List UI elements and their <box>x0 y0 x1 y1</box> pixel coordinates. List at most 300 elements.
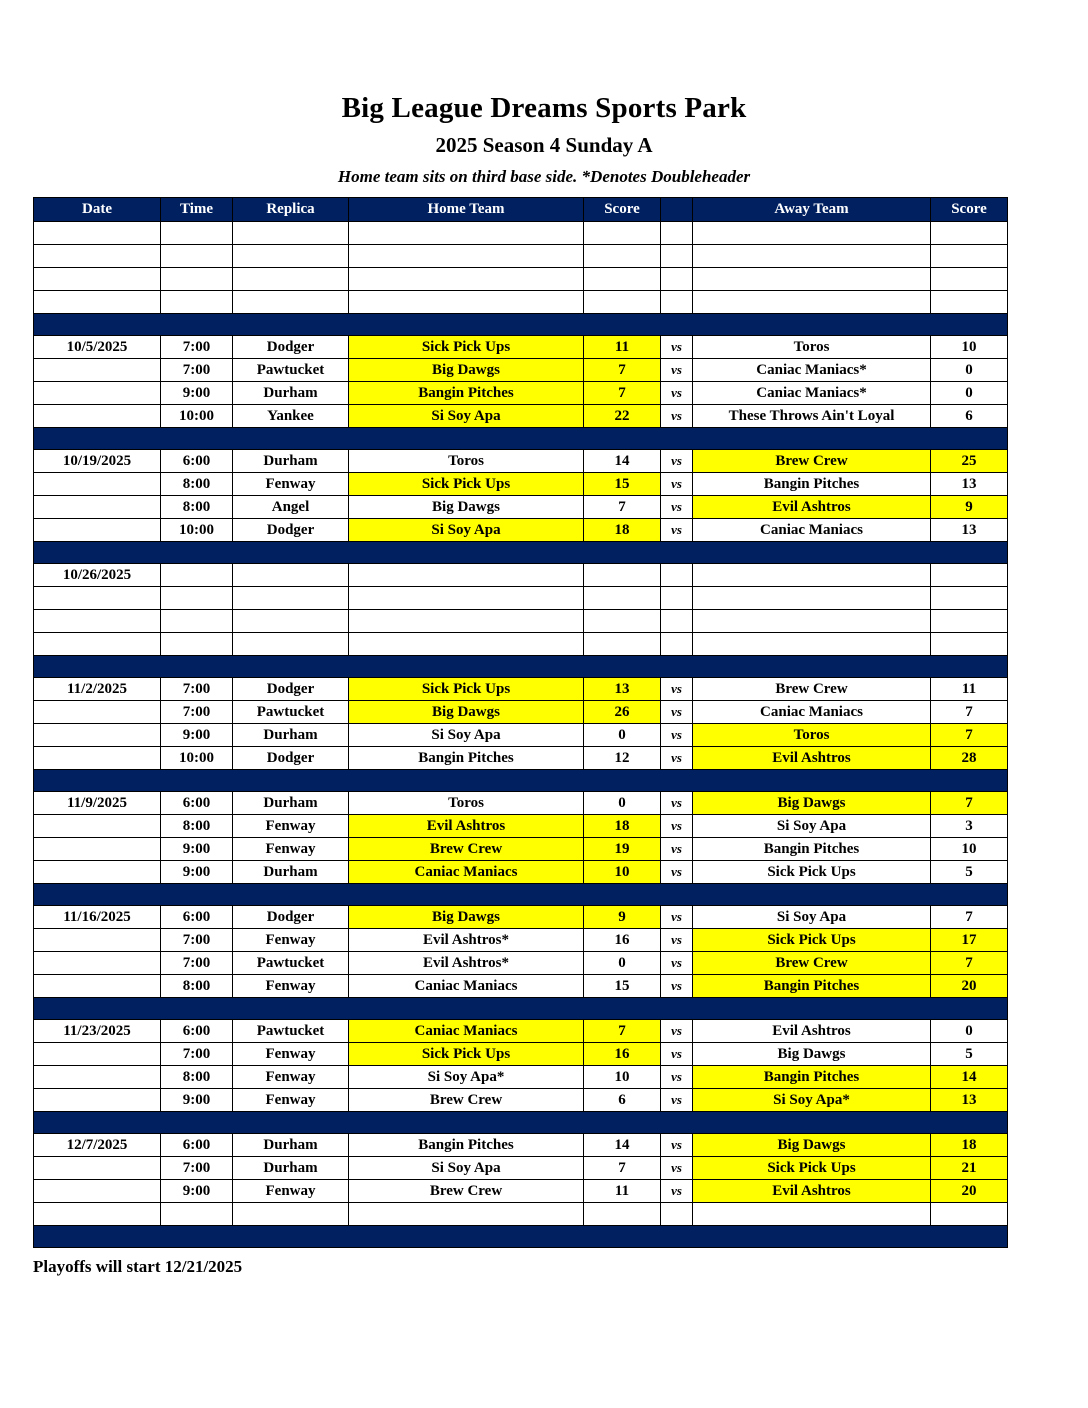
time-cell: 8:00 <box>161 496 233 519</box>
col-header-date: Date <box>34 198 161 222</box>
vs-cell <box>661 268 693 291</box>
home-team-cell: Brew Crew <box>349 838 584 861</box>
vs-cell: vs <box>661 747 693 770</box>
home-score-cell: 14 <box>584 1134 661 1157</box>
away-score-cell <box>931 1203 1008 1226</box>
vs-cell <box>661 245 693 268</box>
home-score-cell: 0 <box>584 952 661 975</box>
home-score-cell <box>584 291 661 314</box>
game-row <box>34 405 1008 428</box>
col-header-replica: Replica <box>233 198 349 222</box>
home-score-cell: 7 <box>584 496 661 519</box>
vs-cell: vs <box>661 815 693 838</box>
replica-cell: Fenway <box>233 1180 349 1203</box>
separator-cell <box>34 1226 1008 1248</box>
home-score-cell: 19 <box>584 838 661 861</box>
away-score-cell <box>931 222 1008 245</box>
date-cell <box>34 838 161 861</box>
home-team-cell <box>349 587 584 610</box>
away-team-cell: Brew Crew <box>693 678 931 701</box>
away-team-cell: Caniac Maniacs <box>693 701 931 724</box>
vs-cell: vs <box>661 336 693 359</box>
game-row <box>34 1134 1008 1157</box>
replica-cell <box>233 587 349 610</box>
home-score-cell: 16 <box>584 929 661 952</box>
vs-cell: vs <box>661 359 693 382</box>
home-score-cell: 6 <box>584 1089 661 1112</box>
vs-cell: vs <box>661 929 693 952</box>
home-score-cell: 7 <box>584 359 661 382</box>
time-cell: 8:00 <box>161 975 233 998</box>
date-cell: 10/19/2025 <box>34 450 161 473</box>
home-score-cell: 26 <box>584 701 661 724</box>
separator-cell <box>34 998 1008 1020</box>
game-row <box>34 1066 1008 1089</box>
away-team-cell: Toros <box>693 336 931 359</box>
col-header-away-score: Score <box>931 198 1008 222</box>
home-team-cell <box>349 291 584 314</box>
time-cell: 6:00 <box>161 1134 233 1157</box>
home-score-cell: 16 <box>584 1043 661 1066</box>
vs-cell: vs <box>661 1043 693 1066</box>
away-team-cell: Big Dawgs <box>693 1134 931 1157</box>
game-row <box>34 450 1008 473</box>
vs-cell: vs <box>661 1157 693 1180</box>
home-score-cell: 14 <box>584 450 661 473</box>
home-score-cell <box>584 564 661 587</box>
replica-cell: Fenway <box>233 929 349 952</box>
game-row <box>34 336 1008 359</box>
home-team-cell <box>349 268 584 291</box>
away-score-cell: 6 <box>931 405 1008 428</box>
away-score-cell: 13 <box>931 473 1008 496</box>
replica-cell <box>233 245 349 268</box>
home-score-cell: 22 <box>584 405 661 428</box>
header-row <box>34 198 1008 222</box>
blank-row <box>34 587 1008 610</box>
separator-row <box>34 428 1008 450</box>
replica-cell: Fenway <box>233 815 349 838</box>
home-score-cell: 9 <box>584 906 661 929</box>
away-team-cell: Brew Crew <box>693 450 931 473</box>
away-score-cell <box>931 587 1008 610</box>
replica-cell: Durham <box>233 1134 349 1157</box>
vs-cell: vs <box>661 724 693 747</box>
blank-row <box>34 1203 1008 1226</box>
date-cell <box>34 975 161 998</box>
home-team-cell <box>349 564 584 587</box>
home-team-cell: Evil Ashtros* <box>349 952 584 975</box>
home-team-cell <box>349 610 584 633</box>
home-team-cell: Bangin Pitches <box>349 747 584 770</box>
col-header-time: Time <box>161 198 233 222</box>
away-score-cell: 13 <box>931 519 1008 542</box>
time-cell: 7:00 <box>161 1043 233 1066</box>
home-team-cell <box>349 245 584 268</box>
time-cell: 7:00 <box>161 678 233 701</box>
vs-cell: vs <box>661 838 693 861</box>
date-cell <box>34 359 161 382</box>
time-cell: 7:00 <box>161 359 233 382</box>
away-score-cell: 7 <box>931 724 1008 747</box>
blank-row <box>34 222 1008 245</box>
home-score-cell <box>584 222 661 245</box>
away-team-cell <box>693 222 931 245</box>
home-team-cell <box>349 1203 584 1226</box>
game-row <box>34 1180 1008 1203</box>
replica-cell: Pawtucket <box>233 952 349 975</box>
separator-row <box>34 770 1008 792</box>
replica-cell: Durham <box>233 382 349 405</box>
home-score-cell <box>584 1203 661 1226</box>
replica-cell: Fenway <box>233 1089 349 1112</box>
replica-cell: Durham <box>233 724 349 747</box>
date-cell <box>34 496 161 519</box>
home-score-cell: 7 <box>584 1020 661 1043</box>
home-team-cell: Si Soy Apa <box>349 405 584 428</box>
date-cell <box>34 1089 161 1112</box>
schedule-table <box>33 197 1008 1248</box>
replica-cell: Dodger <box>233 336 349 359</box>
game-row <box>34 701 1008 724</box>
away-team-cell: Big Dawgs <box>693 792 931 815</box>
away-team-cell: Sick Pick Ups <box>693 929 931 952</box>
away-team-cell <box>693 291 931 314</box>
replica-cell <box>233 222 349 245</box>
date-cell: 11/2/2025 <box>34 678 161 701</box>
vs-cell: vs <box>661 861 693 884</box>
separator-cell <box>34 884 1008 906</box>
away-score-cell <box>931 633 1008 656</box>
home-team-cell <box>349 222 584 245</box>
home-score-cell <box>584 610 661 633</box>
away-score-cell: 0 <box>931 1020 1008 1043</box>
replica-cell: Fenway <box>233 473 349 496</box>
date-cell <box>34 291 161 314</box>
home-score-cell: 15 <box>584 975 661 998</box>
game-row <box>34 815 1008 838</box>
home-score-cell: 12 <box>584 747 661 770</box>
home-score-cell <box>584 245 661 268</box>
away-team-cell: Si Soy Apa <box>693 906 931 929</box>
away-team-cell: Big Dawgs <box>693 1043 931 1066</box>
separator-cell <box>34 656 1008 678</box>
time-cell: 9:00 <box>161 724 233 747</box>
date-cell: 11/16/2025 <box>34 906 161 929</box>
replica-cell: Durham <box>233 450 349 473</box>
game-row <box>34 792 1008 815</box>
vs-cell: vs <box>661 450 693 473</box>
vs-cell <box>661 291 693 314</box>
date-cell <box>34 929 161 952</box>
vs-cell: vs <box>661 952 693 975</box>
replica-cell <box>233 564 349 587</box>
away-team-cell: Toros <box>693 724 931 747</box>
home-score-cell: 0 <box>584 724 661 747</box>
replica-cell: Pawtucket <box>233 359 349 382</box>
away-team-cell: Evil Ashtros <box>693 1180 931 1203</box>
time-cell <box>161 587 233 610</box>
vs-cell <box>661 564 693 587</box>
game-row <box>34 724 1008 747</box>
away-score-cell: 7 <box>931 906 1008 929</box>
separator-row <box>34 998 1008 1020</box>
replica-cell: Dodger <box>233 678 349 701</box>
home-score-cell <box>584 268 661 291</box>
home-team-cell: Si Soy Apa* <box>349 1066 584 1089</box>
date-cell <box>34 268 161 291</box>
away-team-cell: Evil Ashtros <box>693 496 931 519</box>
page-subtitle: 2025 Season 4 Sunday A <box>435 133 653 157</box>
date-cell <box>34 861 161 884</box>
playoffs-note: Playoffs will start 12/21/2025 <box>33 1257 243 1276</box>
replica-cell: Dodger <box>233 906 349 929</box>
away-team-cell: Si Soy Apa* <box>693 1089 931 1112</box>
home-score-cell: 10 <box>584 1066 661 1089</box>
vs-cell: vs <box>661 382 693 405</box>
time-cell: 7:00 <box>161 336 233 359</box>
home-team-cell: Big Dawgs <box>349 906 584 929</box>
away-score-cell: 3 <box>931 815 1008 838</box>
home-score-cell: 7 <box>584 382 661 405</box>
vs-cell: vs <box>661 678 693 701</box>
vs-cell: vs <box>661 496 693 519</box>
away-team-cell: Caniac Maniacs* <box>693 382 931 405</box>
col-header-home-team: Home Team <box>349 198 584 222</box>
replica-cell <box>233 610 349 633</box>
vs-cell: vs <box>661 405 693 428</box>
separator-row <box>34 884 1008 906</box>
away-team-cell: Bangin Pitches <box>693 838 931 861</box>
away-team-cell <box>693 245 931 268</box>
date-cell <box>34 724 161 747</box>
away-team-cell: Brew Crew <box>693 952 931 975</box>
time-cell: 10:00 <box>161 747 233 770</box>
home-team-note: Home team sits on third base side. *Denotes Doubleheader <box>337 167 751 186</box>
date-cell <box>34 1180 161 1203</box>
separator-cell <box>34 770 1008 792</box>
away-team-cell: Evil Ashtros <box>693 747 931 770</box>
vs-cell: vs <box>661 1089 693 1112</box>
away-team-cell: Bangin Pitches <box>693 975 931 998</box>
time-cell: 8:00 <box>161 815 233 838</box>
vs-cell: vs <box>661 1020 693 1043</box>
date-cell: 11/23/2025 <box>34 1020 161 1043</box>
date-cell <box>34 473 161 496</box>
time-cell: 10:00 <box>161 405 233 428</box>
away-team-cell: Si Soy Apa <box>693 815 931 838</box>
away-team-cell <box>693 587 931 610</box>
date-cell <box>34 1157 161 1180</box>
date-cell <box>34 222 161 245</box>
away-score-cell: 5 <box>931 861 1008 884</box>
home-score-cell: 15 <box>584 473 661 496</box>
vs-cell <box>661 587 693 610</box>
separator-cell <box>34 542 1008 564</box>
time-cell <box>161 268 233 291</box>
separator-cell <box>34 314 1008 336</box>
date-cell <box>34 610 161 633</box>
game-row <box>34 929 1008 952</box>
away-score-cell <box>931 268 1008 291</box>
away-score-cell: 7 <box>931 952 1008 975</box>
away-team-cell <box>693 1203 931 1226</box>
separator-row <box>34 656 1008 678</box>
game-row <box>34 747 1008 770</box>
date-cell <box>34 1203 161 1226</box>
date-cell <box>34 245 161 268</box>
home-team-cell: Caniac Maniacs <box>349 861 584 884</box>
home-score-cell: 11 <box>584 336 661 359</box>
home-team-cell: Sick Pick Ups <box>349 678 584 701</box>
away-score-cell: 5 <box>931 1043 1008 1066</box>
vs-cell: vs <box>661 792 693 815</box>
home-team-cell: Caniac Maniacs <box>349 975 584 998</box>
away-score-cell: 10 <box>931 838 1008 861</box>
separator-row <box>34 1112 1008 1134</box>
home-team-cell <box>349 633 584 656</box>
away-team-cell: Sick Pick Ups <box>693 861 931 884</box>
date-cell: 10/26/2025 <box>34 564 161 587</box>
date-cell <box>34 633 161 656</box>
time-cell: 9:00 <box>161 1089 233 1112</box>
replica-cell: Pawtucket <box>233 701 349 724</box>
away-team-cell: Evil Ashtros <box>693 1020 931 1043</box>
away-score-cell: 21 <box>931 1157 1008 1180</box>
time-cell <box>161 610 233 633</box>
home-score-cell <box>584 633 661 656</box>
blank-row <box>34 268 1008 291</box>
time-cell: 6:00 <box>161 450 233 473</box>
blank-row <box>34 633 1008 656</box>
replica-cell <box>233 268 349 291</box>
date-row <box>34 564 1008 587</box>
away-score-cell: 0 <box>931 382 1008 405</box>
home-score-cell: 11 <box>584 1180 661 1203</box>
date-cell <box>34 815 161 838</box>
home-team-cell: Brew Crew <box>349 1089 584 1112</box>
vs-cell: vs <box>661 519 693 542</box>
replica-cell: Fenway <box>233 1043 349 1066</box>
col-header-home-score: Score <box>584 198 661 222</box>
game-row <box>34 1157 1008 1180</box>
home-team-cell: Big Dawgs <box>349 496 584 519</box>
game-row <box>34 1043 1008 1066</box>
away-score-cell: 13 <box>931 1089 1008 1112</box>
vs-cell: vs <box>661 906 693 929</box>
time-cell <box>161 245 233 268</box>
replica-cell: Dodger <box>233 747 349 770</box>
date-cell <box>34 1066 161 1089</box>
vs-cell <box>661 610 693 633</box>
replica-cell: Pawtucket <box>233 1020 349 1043</box>
col-header-vs <box>661 198 693 222</box>
date-cell <box>34 587 161 610</box>
schedule-body <box>34 222 1008 1248</box>
date-cell: 12/7/2025 <box>34 1134 161 1157</box>
replica-cell: Durham <box>233 792 349 815</box>
away-score-cell <box>931 245 1008 268</box>
away-score-cell: 7 <box>931 792 1008 815</box>
away-team-cell: Caniac Maniacs <box>693 519 931 542</box>
game-row <box>34 359 1008 382</box>
away-score-cell: 0 <box>931 359 1008 382</box>
date-cell <box>34 701 161 724</box>
time-cell: 7:00 <box>161 701 233 724</box>
home-score-cell: 10 <box>584 861 661 884</box>
home-team-cell: Bangin Pitches <box>349 1134 584 1157</box>
away-score-cell: 28 <box>931 747 1008 770</box>
time-cell: 9:00 <box>161 861 233 884</box>
time-cell: 10:00 <box>161 519 233 542</box>
home-team-cell: Evil Ashtros <box>349 815 584 838</box>
home-team-cell: Si Soy Apa <box>349 519 584 542</box>
col-header-away-team: Away Team <box>693 198 931 222</box>
vs-cell <box>661 633 693 656</box>
game-row <box>34 1089 1008 1112</box>
time-cell <box>161 222 233 245</box>
away-score-cell: 7 <box>931 701 1008 724</box>
home-team-cell: Brew Crew <box>349 1180 584 1203</box>
time-cell: 6:00 <box>161 906 233 929</box>
blank-row <box>34 245 1008 268</box>
time-cell: 7:00 <box>161 929 233 952</box>
time-cell: 7:00 <box>161 952 233 975</box>
time-cell: 9:00 <box>161 838 233 861</box>
away-team-cell: Bangin Pitches <box>693 473 931 496</box>
home-team-cell: Evil Ashtros* <box>349 929 584 952</box>
home-team-cell: Sick Pick Ups <box>349 473 584 496</box>
time-cell: 9:00 <box>161 382 233 405</box>
vs-cell: vs <box>661 473 693 496</box>
replica-cell: Dodger <box>233 519 349 542</box>
away-score-cell <box>931 564 1008 587</box>
home-team-cell: Si Soy Apa <box>349 1157 584 1180</box>
game-row <box>34 382 1008 405</box>
blank-row <box>34 291 1008 314</box>
vs-cell: vs <box>661 1180 693 1203</box>
away-score-cell: 20 <box>931 975 1008 998</box>
replica-cell <box>233 633 349 656</box>
home-team-cell: Bangin Pitches <box>349 382 584 405</box>
away-team-cell: Sick Pick Ups <box>693 1157 931 1180</box>
time-cell <box>161 633 233 656</box>
game-row <box>34 678 1008 701</box>
replica-cell: Durham <box>233 861 349 884</box>
date-cell <box>34 382 161 405</box>
game-row <box>34 952 1008 975</box>
separator-cell <box>34 1112 1008 1134</box>
time-cell <box>161 564 233 587</box>
time-cell: 8:00 <box>161 473 233 496</box>
replica-cell: Fenway <box>233 975 349 998</box>
date-cell: 10/5/2025 <box>34 336 161 359</box>
away-team-cell <box>693 564 931 587</box>
time-cell: 6:00 <box>161 792 233 815</box>
away-team-cell <box>693 268 931 291</box>
vs-cell: vs <box>661 1066 693 1089</box>
away-score-cell <box>931 610 1008 633</box>
time-cell: 7:00 <box>161 1157 233 1180</box>
away-score-cell: 14 <box>931 1066 1008 1089</box>
away-team-cell <box>693 610 931 633</box>
vs-cell: vs <box>661 701 693 724</box>
vs-cell <box>661 1203 693 1226</box>
vs-cell: vs <box>661 975 693 998</box>
away-score-cell: 25 <box>931 450 1008 473</box>
away-score-cell: 11 <box>931 678 1008 701</box>
home-team-cell: Sick Pick Ups <box>349 336 584 359</box>
